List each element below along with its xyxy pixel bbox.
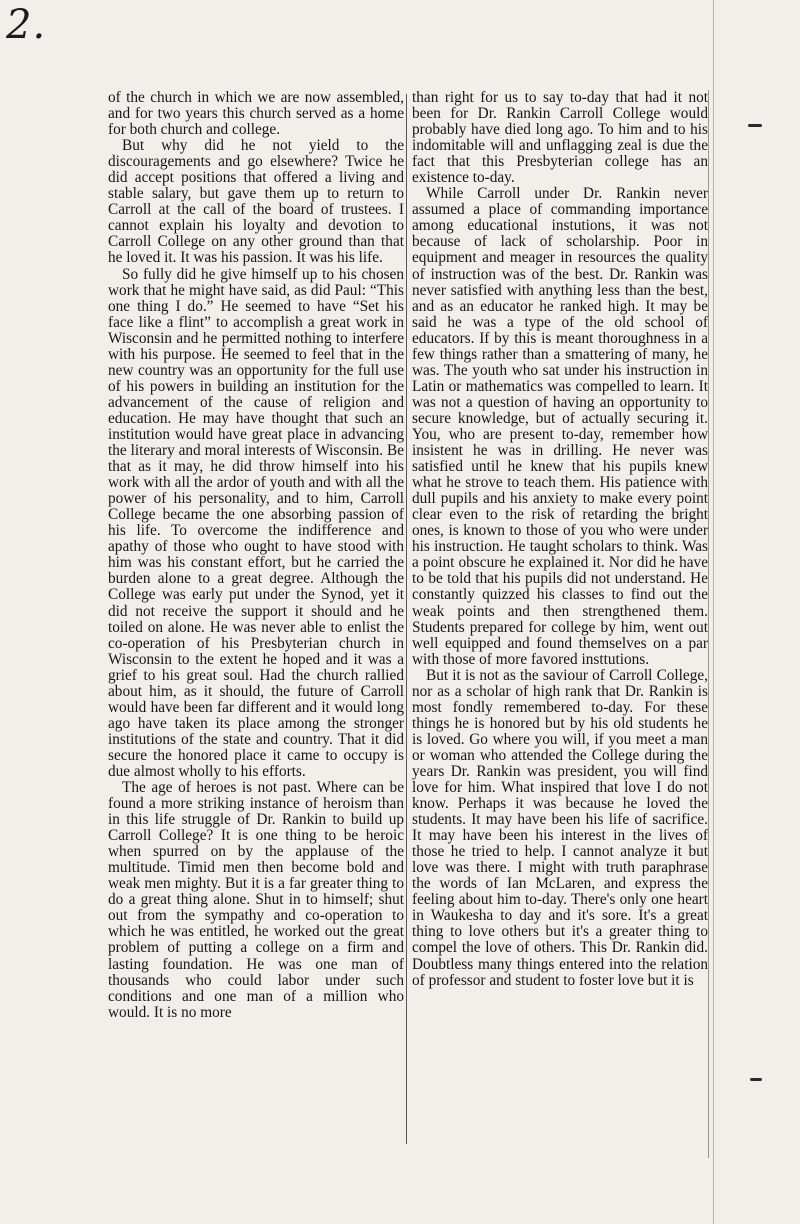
margin-mark bbox=[748, 124, 762, 127]
paragraph: than right for us to say to-day that had it not been for Dr. Rankin Carroll College would probably have died long ago. To him and to his indomitable will and unflagging zeal is due the fact that this Presbyterian college has an existence to-day. bbox=[412, 89, 708, 187]
paragraph: of the church in which we are now assembled, and for two years this church served as a home for both church and college. bbox=[108, 89, 404, 139]
page-number: 2. bbox=[6, 2, 47, 48]
paragraph: While Carroll under Dr. Rankin never assumed a place of commanding importance among educational instutions, it was not because of lack of scholarship. Poor in equipment and meager in resources the quality of instruction was of the best. Dr. Rankin was never satisfied with anything less than the best, and as an educator he ranked high. It may be said he was a type of the old school of educators. If by this is meant thoroughness in a few things rather than a smattering of many, he was. The youth who sat under his instruction in Latin or mathematics was compelled to learn. It was not a question of having an opportunity to secure knowledge, but of actually securing it. You, who are present to-day, remember how insistent he was in drilling. He never was satisfied until he knew that his pupils knew what he strove to teach them. His patience with dull pupils and his anxiety to make every point clear even to the risk of retarding the bright ones, is known to those of you who were under his instruction. He taught scholars to think. Was a point obscure he explained it. Nor did he have to be told that his pupils did not understand. He constantly quizzed his classes to find out the weak points and then strengthened them. Students prepared for college by him, went out well equipped and found themselves on a par with those of more favored insttutions. bbox=[412, 185, 708, 668]
newspaper-clipping bbox=[108, 90, 709, 1158]
margin-mark bbox=[750, 1078, 762, 1081]
page-fold-line bbox=[713, 0, 714, 1224]
right-column bbox=[412, 90, 708, 989]
paragraph: So fully did he give himself up to his chosen work that he might have said, as did Paul: “This one thing I do.” He seemed to have “Set his face like a flint” to accomplish a great work in Wisconsin and he permitted nothing to interfere with his purpose. He seemed to feel that in the new country was an opportunity for the full use of his powers in building an institution for the advancement of the cause of religion and education. He may have thought that such an institution would have great place in advancing the literary and moral interests of Wisconsin. Be that as it may, he did throw himself into his work with all the ardor of youth and with all the power of his personality, and to him, Carroll College became the one absorbing passion of his life. To overcome the indifference and apathy of those who ought to have stood with him was his constant effort, but he carried the burden alone to a great degree. Although the College was early put under the Synod, yet it did not receive the support it should and he toiled on alone. He was never able to enlist the co-operation of his Presbyterian church in Wisconsin to the extent he hoped and it was a grief to his great soul. Had the church rallied about him, as it should, the future of Carroll would have been far different and it would long ago have taken its place among the stronger institutions of the state and country. That it did secure the honored place it came to occupy is due almost wholly to his efforts. bbox=[108, 265, 404, 780]
left-column bbox=[108, 90, 404, 1021]
column-rule bbox=[406, 94, 407, 1144]
paragraph: But it is not as the saviour of Carroll College, nor as a scholar of high rank that Dr. Rankin is most fondly remembered to-day. For these things he is honored but by his old students he is loved. Go where you will, if you meet a man or woman who attended the College during the years Dr. Rankin was president, you will find love for him. What inspired that love I do not know. Perhaps it was because he loved the students. It may have been his life of sacrifice. It may have been his interest in the lives of those he tried to help. I cannot analyze it but love was there. I might with truth paraphrase the words of Ian McLaren, and express the feeling about him to-day. There's only one heart in Waukesha to day and it's sore. It's a great thing to love others but it's a greater thing to compel the love of others. This Dr. Rankin did. Doubtless many things entered into the relation of professor and student to foster love but it is bbox=[412, 666, 708, 989]
paragraph: The age of heroes is not past. Where can be found a more striking instance of heroism than in this life struggle of Dr. Rankin to build up Carroll College? It is one thing to be heroic when spurred on by the applause of the multitude. Timid men then become bold and weak men mighty. But it is a far greater thing to do a great thing alone. Shut in to himself; shut out from the sympathy and co-operation to which he was entitled, he worked out the great problem of putting a college on a firm and lasting foundation. He was one man of thousands who could labor under such conditions and one man of a million who would. It is no more bbox=[108, 779, 404, 1021]
paragraph: But why did he not yield to the discouragements and go elsewhere? Twice he did accept positions that offered a living and stable salary, but gave them up to return to Carroll at the call of the board of trustees. I cannot explain his loyalty and devotion to Carroll College on any other ground than that he loved it. It was his passion. It was his life. bbox=[108, 137, 404, 267]
